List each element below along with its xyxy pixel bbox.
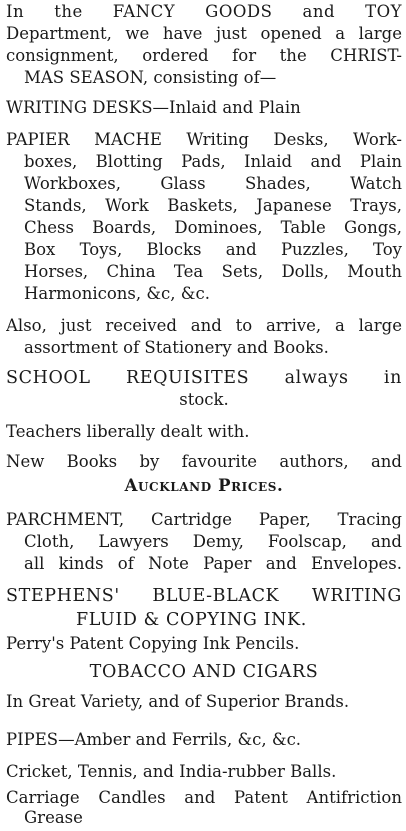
intro-line-1: In the FANCY GOODS and TOY [6,2,402,21]
perry-pencils-line: Perry's Patent Copying Ink Pencils. [6,634,300,653]
advertisement [6,0,402,831]
auckland-prices-line: Auckland Prices. [124,476,284,495]
cricket-balls-line: Cricket, Tennis, and India-rubber Balls. [6,762,337,781]
writing-desks-heading: WRITING DESKS—Inlaid and Plain [6,98,301,117]
candles-line-1: Carriage Candles and Patent Antifriction [6,788,402,807]
school-requisites-line-1: SCHOOL REQUISITES always in [6,368,402,388]
intro-line-4: MAS SEASON, consisting of— [24,68,277,87]
stephens-line-1: STEPHENS' BLUE-BLACK WRITING [6,586,402,606]
papier-mache-line-8: Harmonicons, &c, &c. [24,284,210,303]
papier-mache-line-3: Workboxes, Glass Shades, Watch [24,174,402,193]
candles-line-2: Grease [24,808,83,827]
intro-line-3: consignment, ordered for the CHRIST- [6,46,402,65]
school-requisites-line-2: stock. [179,390,229,409]
variety-line: In Great Variety, and of Superior Brands. [6,692,350,711]
intro-line-2: Department, we have just opened a large [6,24,402,43]
new-books-line: New Books by favourite authors, and [6,452,402,471]
parchment-line-1: PARCHMENT, Cartridge Paper, Tracing [6,510,402,529]
stationery-line-1: Also, just received and to arrive, a large [6,316,402,335]
teachers-line: Teachers liberally dealt with. [6,422,250,441]
papier-mache-line-6: Box Toys, Blocks and Puzzles, Toy [24,240,402,259]
parchment-line-2: Cloth, Lawyers Demy, Foolscap, and [24,532,402,551]
papier-mache-line-7: Horses, China Tea Sets, Dolls, Mouth [24,262,402,281]
papier-mache-line-2: boxes, Blotting Pads, Inlaid and Plain [24,152,402,171]
stephens-line-2: FLUID & COPYING INK. [76,610,307,630]
stationery-line-2: assortment of Stationery and Books. [24,338,329,357]
tobacco-heading: TOBACCO AND CIGARS [89,662,319,682]
pipes-line: PIPES—Amber and Ferrils, &c, &c. [6,730,302,749]
parchment-line-3: all kinds of Note Paper and Envelopes. [24,554,402,573]
papier-mache-line-4: Stands, Work Baskets, Japanese Trays, [24,196,402,215]
papier-mache-line-1: PAPIER MACHE Writing Desks, Work- [6,130,402,149]
papier-mache-line-5: Chess Boards, Dominoes, Table Gongs, [24,218,402,237]
